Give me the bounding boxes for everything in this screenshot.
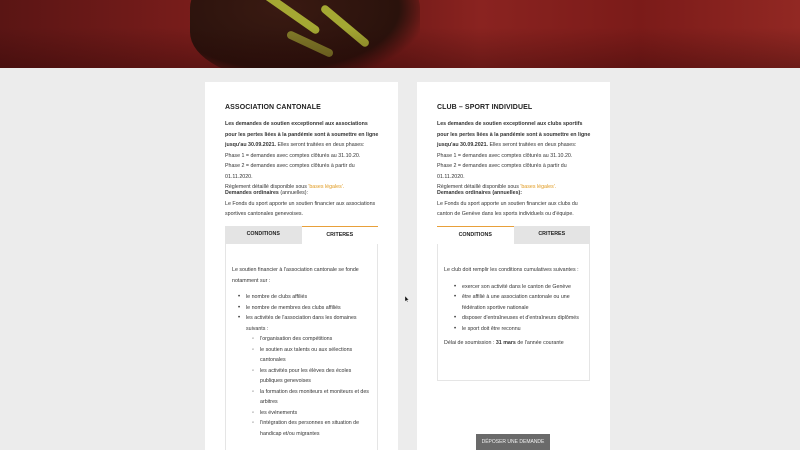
tab-panel-criteres — [225, 244, 378, 450]
tab-conditions[interactable]: CONDITIONS — [437, 226, 514, 244]
tab-conditions[interactable]: CONDITIONS — [225, 226, 302, 244]
hero-shade — [0, 0, 800, 68]
deposer-demande-button[interactable]: DÉPOSER UNE DEMANDE — [476, 434, 550, 450]
card-title: ASSOCIATION CANTONALE — [225, 104, 321, 111]
ordinary-section — [437, 188, 592, 220]
list-item: • le nombre de membres des clubs affiliés — [238, 303, 371, 314]
tab-panel-conditions — [437, 244, 590, 381]
card-association-cantonale — [205, 82, 398, 450]
ordinary-section — [225, 188, 380, 220]
section-head: Demandes ordinaires — [225, 190, 279, 196]
panel-intro: Le soutien financier à l'association cantonale se fonde notamment sur : — [232, 267, 359, 284]
intro-bold: Les demandes de soutien exceptionnel aux clubs sportifs pour les pertes liées à la pandémie sont à soumettre en ligne jusqu'au 30.09.2021. — [437, 121, 591, 148]
deadline-suffix: de l'année courante — [515, 340, 564, 346]
intro-bold: Les demandes de soutien exceptionnel aux associations pour les pertes liées à la pandémie sont à soumettre en ligne jusqu'au 30.09.2021. — [225, 121, 379, 148]
intro-rest: Elles seront traitées en deux phases: — [488, 142, 577, 148]
tab-criteres[interactable]: CRITERES — [302, 226, 379, 244]
card-title: CLUB – SPORT INDIVIDUEL — [437, 104, 533, 111]
tab-criteres[interactable]: CRITERES — [514, 226, 591, 244]
phase-2-text: Phase 2 = demandes avec comptes clôturés à partir du 01.11.2020. — [437, 163, 567, 180]
sub-list-item: ◦ l'organisation des compétitions — [252, 334, 371, 345]
phase-1-text: Phase 1 = demandes avec comptes clôturés au 31.10.20. — [225, 152, 361, 159]
list-item: • le nombre de clubs affiliés — [238, 292, 371, 303]
section-head-rest: (annuelles): — [278, 190, 309, 196]
bases-legales-link[interactable]: 'bases légales'. — [308, 184, 345, 190]
tab-bar — [437, 226, 590, 244]
conditions-list — [444, 282, 583, 335]
sub-list-item: ◦ l'intégration des personnes en situation de handicap et/ou migrantes — [252, 418, 371, 439]
card-intro — [225, 119, 380, 193]
list-item: • exercer son activité dans le canton de Genève — [454, 282, 583, 293]
intro-rest: Elles seront traitées en deux phases: — [276, 142, 365, 148]
bases-legales-link[interactable]: 'bases légales'. — [520, 184, 557, 190]
phase-2-text: Phase 2 = demandes avec comptes clôturés à partir du 01.11.2020. — [225, 163, 355, 180]
section-text: Le Fonds du sport apporte un soutien financier aux clubs du canton de Genève dans les sports individuels ou d'équipe. — [437, 200, 578, 217]
list-item: • être affilié à une association cantonale ou une fédération sportive nationale — [454, 292, 583, 313]
regl-text: Règlement détaillé disponible sous — [225, 184, 309, 190]
sub-list-item: ◦ la formation des moniteurs et moniteurs et des arbitres — [252, 387, 371, 408]
section-text: Le Fonds du sport apporte un soutien financier aux associations sportives cantonales genevoises. — [225, 200, 376, 217]
section-head: Demandes ordinaires (annuelles): — [437, 190, 523, 196]
sub-list-item: ◦ le soutien aux talents ou aux sélections cantonales — [252, 345, 371, 366]
deadline-date: 31 mars — [495, 340, 516, 346]
regl-text: Règlement détaillé disponible sous — [437, 184, 521, 190]
card-club-sport-individuel — [417, 82, 610, 450]
panel-intro: Le club doit remplir les conditions cumulatives suivantes : — [444, 267, 579, 273]
sub-list-item: ◦ les événements — [252, 408, 371, 419]
hero-banner-image — [0, 0, 800, 68]
deadline-label: Délai de soumission : — [444, 340, 496, 346]
sub-list-item: ◦ les activités pour les élèves des écoles publiques genevoises — [252, 366, 371, 387]
criteria-list — [232, 292, 371, 334]
mouse-cursor-icon — [405, 296, 409, 302]
card-intro — [437, 119, 592, 193]
list-item: • disposer d'entraîneuses et d'entraîneurs diplômés — [454, 313, 583, 324]
activities-sublist — [232, 334, 371, 439]
list-item: • le sport doit être reconnu — [454, 324, 583, 335]
list-item: • les activités de l'association dans les domaines suivants : — [238, 313, 371, 334]
tab-bar — [225, 226, 378, 244]
deadline-text — [444, 338, 583, 349]
phase-1-text: Phase 1 = demandes avec comptes clôturés au 31.10.20. — [437, 152, 573, 159]
